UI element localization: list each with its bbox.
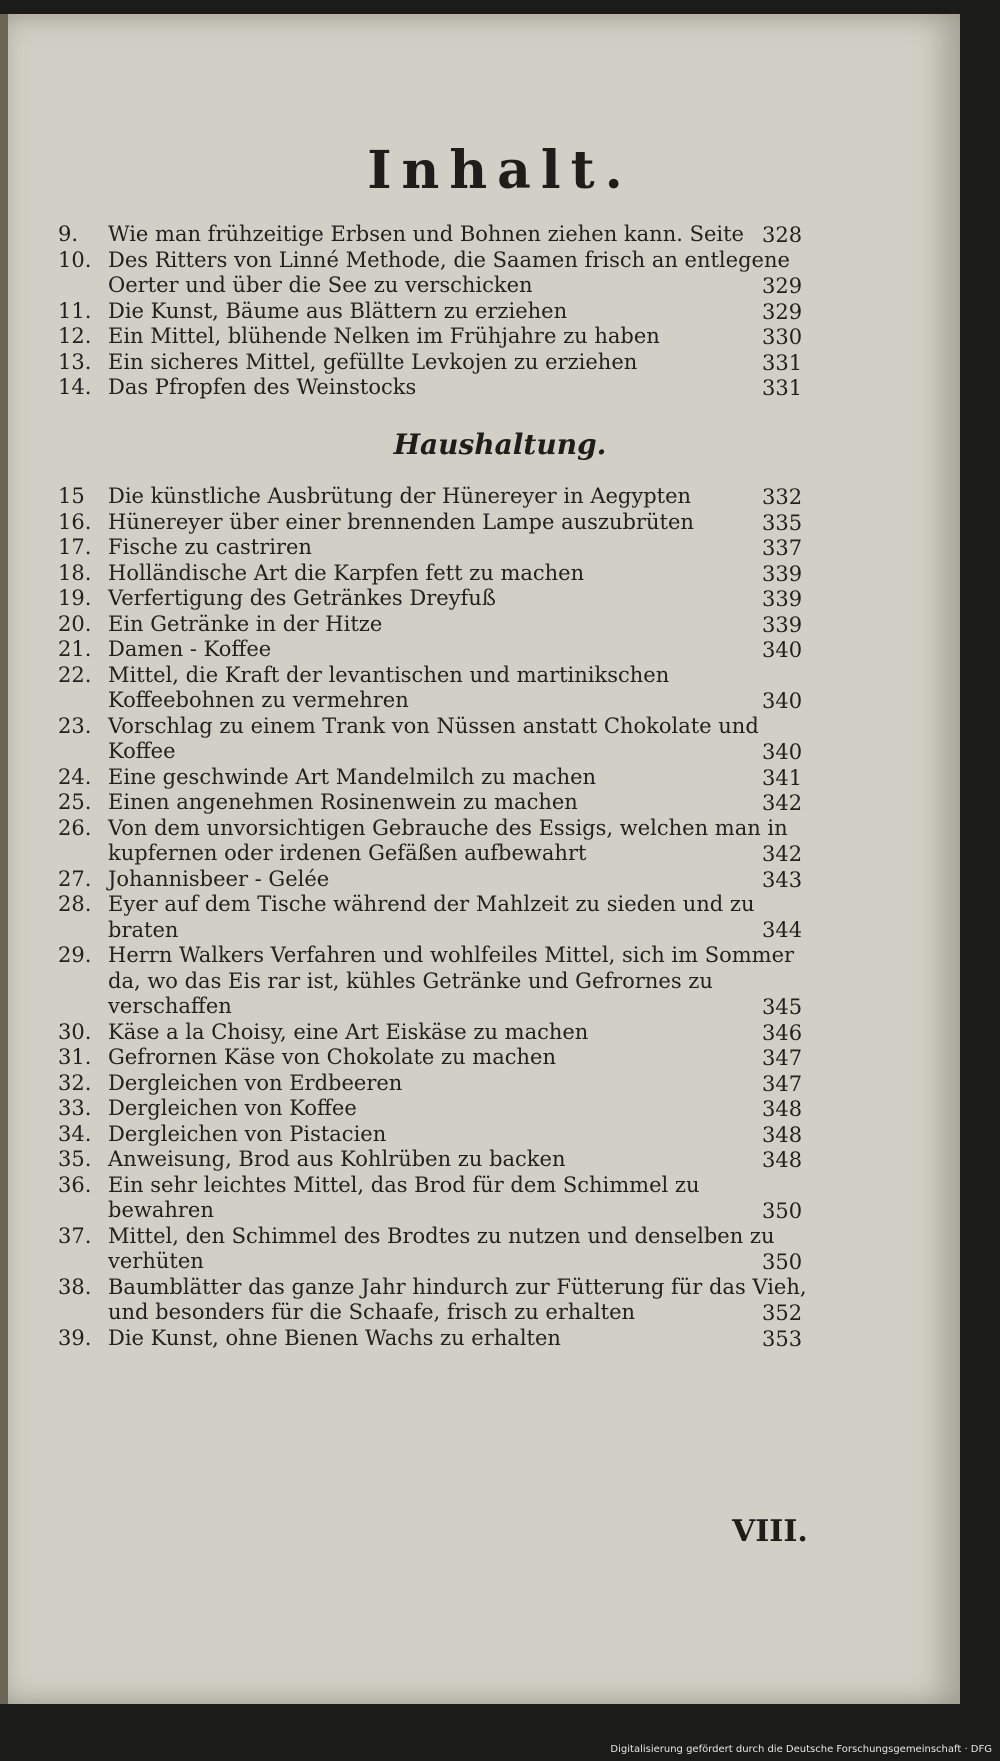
entry-page-number: 345 (762, 995, 803, 1019)
entry-number: 34. (58, 1121, 92, 1146)
entry-title: Herrn Walkers Verfahren und wohlfeiles Mittel, sich im Sommer da, wo das Eis rar ist, kühles Getränke und Gefrornes zu verschaffen (108, 943, 795, 1018)
entry-number: 10. (58, 247, 92, 272)
entry-title: Die Kunst, ohne Bienen Wachs zu erhalten (108, 1325, 561, 1350)
entry-title: Die künstliche Ausbrütung der Hünereyer in Aegypten (108, 484, 692, 508)
entry-number: 32. (58, 1070, 92, 1095)
entry-number: 39. (58, 1325, 92, 1350)
toc-entry (58, 1045, 808, 1071)
entry-number: 35. (58, 1147, 92, 1171)
toc-entry (58, 943, 808, 1020)
entry-page-number: 347 (762, 1072, 803, 1096)
toc-entry (58, 222, 808, 248)
toc-entry (58, 637, 808, 663)
entry-number: 30. (58, 1019, 92, 1044)
toc-entry (58, 248, 808, 299)
entry-number: 24. (58, 764, 92, 789)
entry-number: 17. (58, 535, 92, 559)
entry-title: Dergleichen von Pistacien (108, 1121, 387, 1146)
entry-number: 15 (58, 484, 85, 508)
entry-page-number: 339 (762, 587, 803, 611)
entry-page-number: 348 (762, 1123, 803, 1147)
signature-mark: VIII. (732, 1514, 808, 1549)
digitization-footer: Digitalisierung gefördert durch die Deutsche Forschungsgemeinschaft · DFG (610, 1744, 992, 1755)
entry-title: Das Pfropfen des Weinstocks (108, 375, 417, 399)
entry-title: Mittel, den Schimmel des Brodtes zu nutzen und denselben zu verhüten (108, 1223, 775, 1273)
entry-title: Dergleichen von Koffee (108, 1096, 357, 1120)
entry-page-number: 329 (762, 274, 803, 298)
entry-title: Des Ritters von Linné Methode, die Saamen frisch an entlegene Oerter und über die See zu verschicken (108, 247, 790, 297)
entry-title: Eine geschwinde Art Mandelmilch zu machen (108, 764, 597, 789)
toc-entry (58, 714, 808, 765)
entry-number: 36. (58, 1172, 92, 1197)
toc-list-haushaltung (58, 484, 808, 1351)
entry-page-number: 352 (762, 1301, 803, 1325)
toc-entry (58, 350, 808, 376)
entry-title: Damen - Koffee (108, 637, 272, 661)
entry-number: 27. (58, 866, 92, 891)
toc-entry (58, 612, 808, 638)
entry-title: Von dem unvorsichtigen Gebrauche des Essigs, welchen man in kupfernen oder irdenen Gefäßen aufbewahrt (108, 815, 788, 865)
entry-page-number: 335 (762, 511, 803, 535)
entry-title: Eyer auf dem Tische während der Mahlzeit zu sieden und zu braten (108, 892, 755, 942)
entry-number: 19. (58, 586, 92, 610)
entry-number: 16. (58, 509, 92, 534)
toc-entry (58, 535, 808, 561)
entry-page-number: 342 (762, 842, 803, 866)
toc-entry (58, 1326, 808, 1352)
entry-page-number: 331 (762, 351, 803, 375)
entry-number: 14. (58, 375, 92, 399)
entry-number: 37. (58, 1223, 92, 1248)
entry-number: 38. (58, 1274, 92, 1299)
entry-title: Wie man frühzeitige Erbsen und Bohnen ziehen kann. Seite (108, 222, 744, 246)
entry-number: 29. (58, 943, 92, 967)
entry-page-number: 350 (762, 1199, 803, 1223)
entry-title: Einen angenehmen Rosinenwein zu machen (108, 790, 578, 814)
entry-title: Mittel, die Kraft der levantischen und martinikschen Koffeebohnen zu vermehren (108, 662, 670, 712)
entry-title: Ein Mittel, blühende Nelken im Frühjahre zu haben (108, 324, 660, 348)
entry-page-number: 329 (762, 300, 803, 324)
entry-number: 33. (58, 1096, 92, 1120)
entry-number: 22. (58, 662, 92, 687)
entry-title: Anweisung, Brod aus Kohlrüben zu backen (108, 1147, 566, 1171)
toc-entry (58, 561, 808, 587)
entry-title: Ein sehr leichtes Mittel, das Brod für dem Schimmel zu bewahren (108, 1172, 700, 1222)
toc-entry (58, 1224, 808, 1275)
entry-number: 26. (58, 815, 92, 840)
entry-title: Die Kunst, Bäume aus Blättern zu erziehen (108, 298, 568, 323)
entry-title: Verfertigung des Getränkes Dreyfuß (108, 586, 496, 610)
entry-title: Fische zu castriren (108, 535, 312, 559)
entry-number: 21. (58, 637, 92, 661)
entry-page-number: 337 (762, 536, 803, 560)
entry-title: Ein sicheres Mittel, gefüllte Levkojen zu erziehen (108, 349, 638, 374)
entry-page-number: 344 (762, 918, 803, 942)
toc-entry (58, 1147, 808, 1173)
toc-entry (58, 765, 808, 791)
entry-title: Dergleichen von Erdbeeren (108, 1070, 403, 1095)
toc-entry (58, 867, 808, 893)
toc-entry (58, 484, 808, 510)
toc-entry (58, 510, 808, 536)
toc-entry (58, 1173, 808, 1224)
entry-page-number: 353 (762, 1327, 803, 1351)
entry-page-number: 331 (762, 376, 803, 400)
entry-page-number: 339 (762, 562, 803, 586)
toc-entry (58, 816, 808, 867)
toc-entry (58, 663, 808, 714)
entry-page-number: 340 (762, 740, 803, 764)
entry-number: 23. (58, 713, 92, 738)
toc-list-top (58, 222, 808, 401)
entry-title: Gefrornen Käse von Chokolate zu machen (108, 1045, 556, 1069)
toc-entry (58, 1122, 808, 1148)
entry-page-number: 328 (762, 223, 803, 247)
entry-number: 20. (58, 611, 92, 636)
entry-page-number: 340 (762, 689, 803, 713)
entry-page-number: 342 (762, 791, 803, 815)
toc-entry (58, 586, 808, 612)
toc-entry (58, 790, 808, 816)
toc-entry (58, 1096, 808, 1122)
entry-page-number: 350 (762, 1250, 803, 1274)
entry-page-number: 346 (762, 1021, 803, 1045)
entry-number: 9. (58, 222, 79, 246)
entry-title: Hünereyer über einer brennenden Lampe auszubrüten (108, 509, 694, 534)
toc-entry (58, 1020, 808, 1046)
toc-entry (58, 892, 808, 943)
entry-page-number: 343 (762, 868, 803, 892)
toc-entry (58, 1275, 808, 1326)
page-spine (0, 14, 8, 1704)
entry-page-number: 348 (762, 1148, 803, 1172)
toc-entry (58, 375, 808, 401)
page-title: Inhalt. (367, 140, 633, 201)
entry-number: 12. (58, 324, 92, 348)
toc-entry (58, 299, 808, 325)
entry-number: 18. (58, 560, 92, 585)
entry-number: 31. (58, 1045, 92, 1069)
entry-title: Johannisbeer - Gelée (108, 866, 330, 891)
entry-title: Käse a la Choisy, eine Art Eiskäse zu machen (108, 1019, 589, 1044)
entry-page-number: 340 (762, 638, 803, 662)
entry-title: Baumblätter das ganze Jahr hindurch zur Fütterung für das Vieh, und besonders für die Schaafe, frisch zu erhalten (108, 1274, 807, 1324)
entry-title: Ein Getränke in der Hitze (108, 611, 383, 636)
entry-page-number: 330 (762, 325, 803, 349)
entry-page-number: 339 (762, 613, 803, 637)
entry-number: 11. (58, 298, 92, 323)
entry-page-number: 348 (762, 1097, 803, 1121)
toc-entry (58, 324, 808, 350)
entry-page-number: 347 (762, 1046, 803, 1070)
entry-number: 13. (58, 349, 92, 374)
entry-number: 28. (58, 892, 92, 916)
entry-page-number: 332 (762, 485, 803, 509)
section-heading: Haushaltung. (393, 428, 607, 461)
entry-title: Holländische Art die Karpfen fett zu machen (108, 560, 585, 585)
entry-number: 25. (58, 790, 92, 814)
toc-entry (58, 1071, 808, 1097)
entry-page-number: 341 (762, 766, 803, 790)
entry-title: Vorschlag zu einem Trank von Nüssen anstatt Chokolate und Koffee (108, 713, 759, 763)
